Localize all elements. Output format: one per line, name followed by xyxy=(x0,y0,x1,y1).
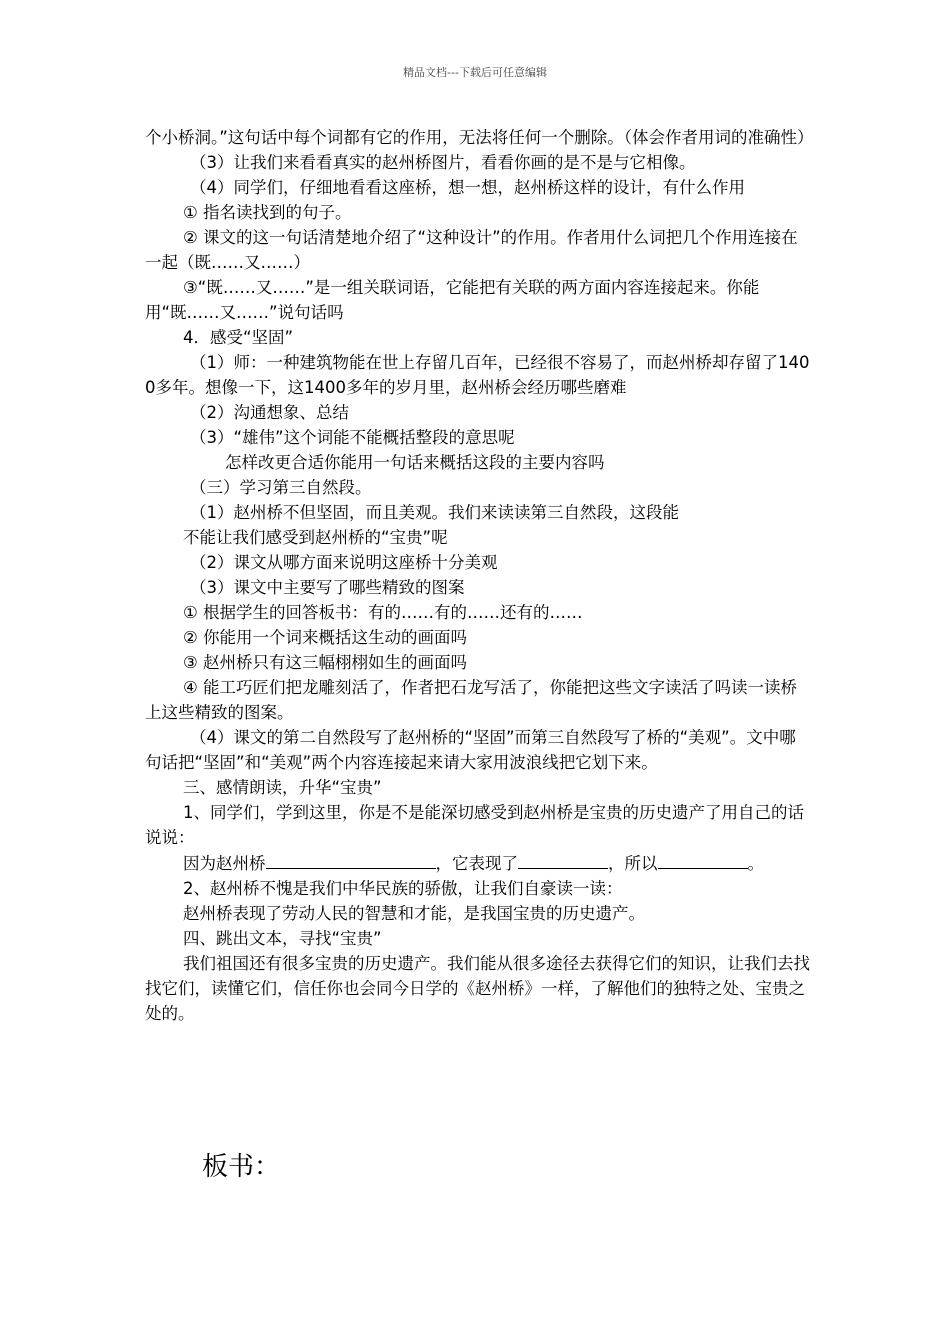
page-header: 精品文档---下载后可任意编辑 xyxy=(403,66,547,79)
section-heading: 四、跳出文本，寻找“宝贵” xyxy=(183,929,382,948)
blank-line xyxy=(658,850,748,869)
paragraph: （1）师：一种建筑物能在世上存留几百年，已经很不容易了，而赵州桥却存留了1400多年。想像一下，这1400多年的岁月里，赵州桥会经历哪些磨难 xyxy=(145,353,810,397)
paragraph: ③“既……又……”是一组关联词语，它能把有关联的两方面内容连接起来。你能用“既……又……”说句话吗 xyxy=(145,278,760,322)
paragraph: 个小桥洞。”这句话中每个词都有它的作用，无法将任何一个删除。（体会作者用词的准确性） xyxy=(145,128,814,147)
paragraph: ② 你能用一个词来概括这生动的画面吗 xyxy=(183,628,468,647)
fill-in-text: 因为赵州桥 xyxy=(183,854,266,873)
paragraph: ① 指名读找到的句子。 xyxy=(183,203,352,222)
paragraph: ③ 赵州桥只有这三幅栩栩如生的画面吗 xyxy=(183,653,468,672)
blank-line xyxy=(266,850,436,869)
paragraph: （3）“雄伟”这个词能不能概括整段的意思呢 xyxy=(190,428,515,447)
document-body xyxy=(145,125,814,1026)
paragraph: （3）让我们来看看真实的赵州桥图片，看看你画的是不是与它相像。 xyxy=(190,153,696,172)
paragraph: （2）课文从哪方面来说明这座桥十分美观 xyxy=(190,553,498,572)
paragraph: 我们祖国还有很多宝贵的历史遗产。我们能从很多途径去获得它们的知识，让我们去找找它们，读懂它们，信任你也会同今日学的《赵州桥》一样，了解他们的独特之处、宝贵之处的。 xyxy=(145,954,810,1023)
paragraph: （2）沟通想象、总结 xyxy=(190,403,349,422)
paragraph: ④ 能工巧匠们把龙雕刻活了，作者把石龙写活了，你能把这些文字读活了吗读一读桥上这些精致的图案。 xyxy=(145,678,798,722)
blank-line xyxy=(518,850,608,869)
paragraph: 不能让我们感受到赵州桥的“宝贵”呢 xyxy=(183,528,448,547)
paragraph: 2、赵州桥不愧是我们中华民族的骄傲，让我们自豪读一读： xyxy=(183,879,623,898)
section-heading: 三、感情朗读，升华“宝贵” xyxy=(183,778,382,797)
paragraph: ① 根据学生的回答板书：有的……有的……还有的…… xyxy=(183,603,583,622)
fill-in-text: ，它表现了 xyxy=(435,854,518,873)
fill-in-sentence xyxy=(145,850,810,876)
fill-in-text: ，所以 xyxy=(608,854,658,873)
paragraph: 1、同学们，学到这里，你是不是能深切感受到赵州桥是宝贵的历史遗产了用自己的话说说： xyxy=(145,803,804,847)
paragraph: （4）课文的第二自然段写了赵州桥的“坚固”而第三自然段写了桥的“美观”。文中哪句话把“坚固”和“美观”两个内容连接起来请大家用波浪线把它划下来。 xyxy=(145,728,796,772)
paragraph: （4）同学们，仔细地看看这座桥，想一想，赵州桥这样的设计，有什么作用 xyxy=(190,178,745,197)
paragraph: （1）赵州桥不但坚固，而且美观。我们来读读第三自然段，这段能 xyxy=(190,503,679,522)
paragraph: 怎样改更合适你能用一句话来概括这段的主要内容吗 xyxy=(225,453,605,472)
fill-in-text: 。 xyxy=(747,854,764,873)
section-heading: 4．感受“坚固” xyxy=(183,328,294,347)
paragraph: ② 课文的这一句话清楚地介绍了“这种设计”的作用。作者用什么词把几个作用连接在一起（既……又……） xyxy=(145,228,798,272)
paragraph: （3）课文中主要写了哪些精致的图案 xyxy=(190,578,465,597)
board-title: 板书： xyxy=(202,1152,281,1182)
section-heading: （三）学习第三自然段。 xyxy=(190,478,372,497)
paragraph: 赵州桥表现了劳动人民的智慧和才能，是我国宝贵的历史遗产。 xyxy=(183,904,645,923)
